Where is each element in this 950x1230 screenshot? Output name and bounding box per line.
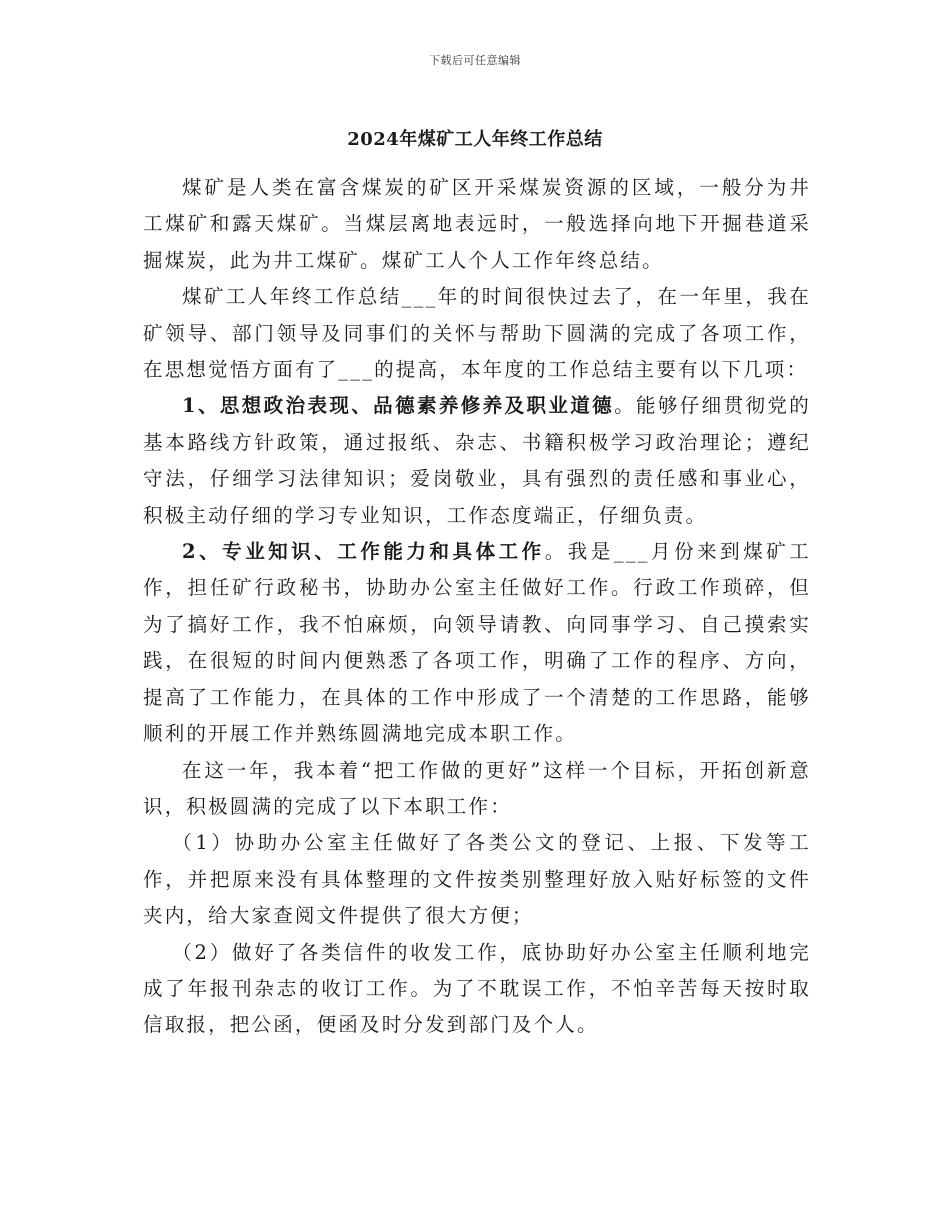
paragraph-section-1	[143, 388, 811, 534]
header-note: 下载后可任意编辑	[429, 54, 521, 67]
document-body	[143, 170, 811, 1044]
paragraph-item-2: （2）做好了各类信件的收发工作，底协助好办公室主任顺利地完成了年报刊杂志的收订工作。为了不耽误工作，不怕辛苦每天按时取信取报，把公函，便函及时分发到部门及个人。	[143, 940, 811, 1037]
paragraph-intro: 煤矿是人类在富含煤炭的矿区开采煤炭资源的区域，一般分为井工煤矿和露天煤矿。当煤层离地表远时，一般选择向地下开掘巷道采掘煤炭，此为井工煤矿。煤矿工人个人工作年终总结。	[143, 176, 811, 272]
paragraph-goal: 在这一年，我本着“把工作做的更好”这样一个目标，开拓创新意识，积极圆满的完成了以下本职工作：	[143, 758, 811, 818]
section-2-body: 。我是___月份来到煤矿工作，担任矿行政秘书，协助办公室主任做好工作。行政工作琐碎，但为了搞好工作，我不怕麻烦，向领导请教、向同事学习、自己摸索实践，在很短的时间内便熟悉了各项工作，明确了工作的程序、方向，提高了工作能力，在具体的工作中形成了一个清楚的工作思路，能够顺利的开展工作并熟练圆满地完成本职工作。	[143, 540, 811, 746]
document-title: 2024年煤矿工人年终工作总结	[347, 129, 603, 150]
paragraph-section-2	[143, 534, 811, 752]
section-1-body: 。能够仔细贯彻党的基本路线方针政策，通过报纸、杂志、书籍积极学习政治理论；遵纪守法，仔细学习法律知识；爱岗敬业，具有强烈的责任感和事业心，积极主动仔细的学习专业知识，工作态度端正，仔细负责。	[143, 394, 811, 527]
section-1-heading: 1、思想政治表现、品德素养修养及职业道德	[182, 394, 615, 418]
paragraph-item-1: （1）协助办公室主任做好了各类公文的登记、上报、下发等工作，并把原来没有具体整理的文件按类别整理好放入贴好标签的文件夹内，给大家查阅文件提供了很大方便；	[143, 831, 811, 928]
paragraph-summary-opening: 煤矿工人年终工作总结___年的时间很快过去了，在一年里，我在矿领导、部门领导及同事们的关怀与帮助下圆满的完成了各项工作，在思想觉悟方面有了___的提高，本年度的工作总结主要有以下几项：	[143, 285, 811, 382]
section-2-heading: 2、专业知识、工作能力和具体工作	[182, 540, 545, 564]
